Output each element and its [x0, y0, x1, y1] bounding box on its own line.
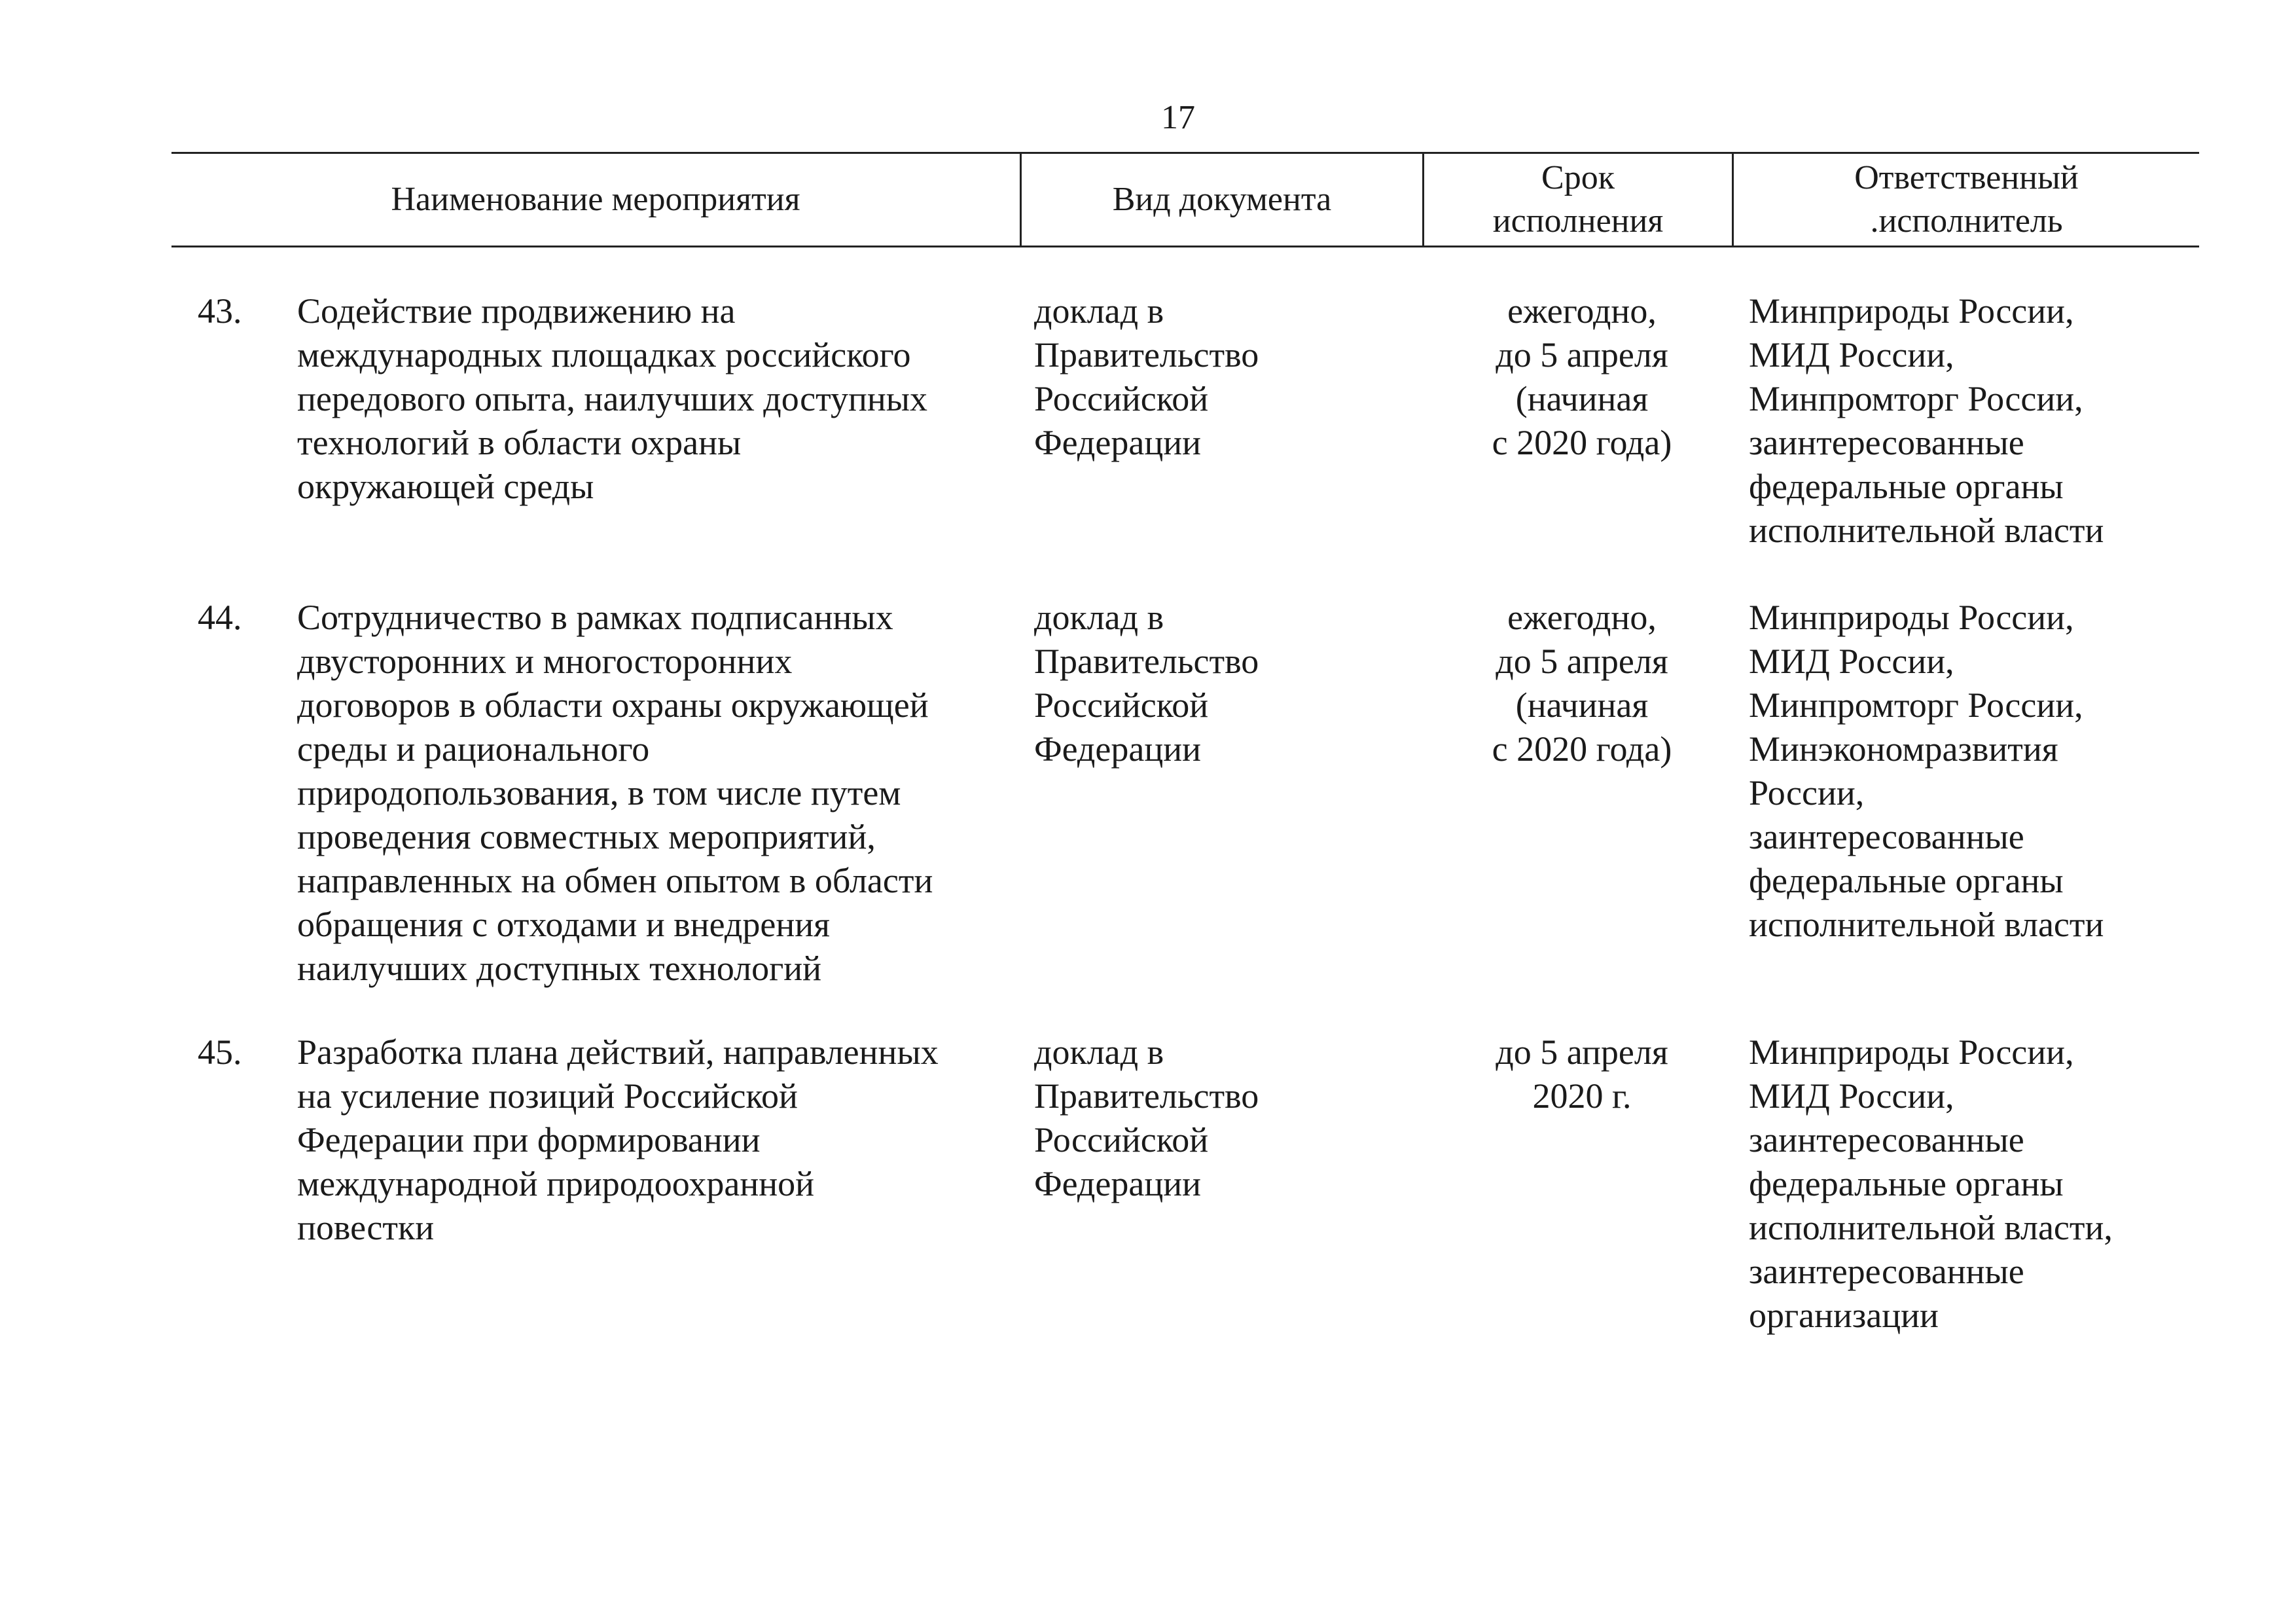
header-deadline: Срок исполнения	[1492, 159, 1664, 240]
deadline: ежегодно, до 5 апреля (начиная с 2020 года)	[1492, 598, 1672, 769]
deadline: ежегодно, до 5 апреля (начиная с 2020 года)	[1492, 291, 1672, 462]
row-number: 45.	[198, 1032, 242, 1072]
responsible: Минприроды России, МИД России, Минпромторг России, заинтересованные федеральные органы исполнительной власти	[1749, 291, 2104, 550]
row-number: 43.	[198, 291, 242, 331]
header-event-name: Наименование мероприятия	[391, 181, 800, 218]
event-name: Содействие продвижению на международных площадках российского передового опыта, наилучших доступных технологий в области охраны окружающей среды	[297, 291, 928, 506]
responsible: Минприроды России, МИД России, заинтересованные федеральные органы исполнительной власти, заинтересованные организации	[1749, 1032, 2113, 1335]
row-number: 44.	[198, 598, 242, 637]
header-document-type: Вид документа	[1112, 181, 1332, 218]
document-type: доклад в Правительство Российской Федерации	[1034, 1032, 1259, 1203]
document-type: доклад в Правительство Российской Федерации	[1034, 291, 1259, 462]
responsible: Минприроды России, МИД России, Минпромторг России, Минэкономразвития России, заинтересованные федеральные органы исполнительной власти	[1749, 598, 2104, 944]
page-number: 17	[1161, 99, 1195, 136]
deadline: до 5 апреля 2020 г.	[1496, 1032, 1668, 1116]
table-header	[171, 152, 2199, 247]
header-responsible: Ответственный .исполнитель	[1854, 159, 2079, 240]
event-name: Разработка плана действий, направленных на усиление позиций Российской Федерации при формировании международной природоохранной повестки	[297, 1032, 939, 1247]
events-table	[171, 152, 2199, 1335]
document-type: доклад в Правительство Российской Федерации	[1034, 598, 1259, 769]
event-name: Сотрудничество в рамках подписанных двусторонних и многосторонних договоров в области охраны окружающей среды и рационального природопользования, в том числе путем проведения совместных мероприятий, направленных на обмен опытом в области обращения с отходами и внедрения наилучших доступных технологий	[297, 598, 933, 988]
